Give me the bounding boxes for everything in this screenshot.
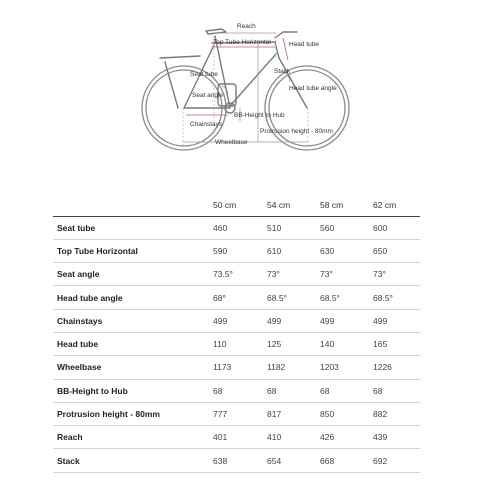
label-seat-angle: Seat angle (192, 92, 224, 99)
table-row (53, 332, 420, 355)
table-cell: 499 (373, 309, 420, 332)
label-top-tube: Top Tube Horizontal (213, 39, 271, 46)
table-cell: 410 (267, 426, 320, 449)
table-cell: 68.5° (373, 286, 420, 309)
table-cell: 777 (213, 402, 267, 425)
table-cell: 68 (213, 379, 267, 402)
table-cell: 68 (320, 379, 373, 402)
table-cell: 692 (373, 449, 420, 472)
table-cell: 590 (213, 239, 267, 262)
table-cell: 630 (320, 239, 373, 262)
table-cell: 1182 (267, 356, 320, 379)
table-cell: 499 (320, 309, 373, 332)
bike-geometry-svg (0, 0, 500, 160)
table-header-row (53, 194, 420, 216)
table-cell: 460 (213, 216, 267, 239)
row-label: Seat tube (53, 216, 213, 239)
row-label: Chainstays (53, 309, 213, 332)
table-row (53, 309, 420, 332)
header-size-50: 50 cm (213, 194, 267, 216)
table-cell: 654 (267, 449, 320, 472)
row-label: BB-Height to Hub (53, 379, 213, 402)
header-cell-blank (53, 194, 213, 216)
label-chainstays: Chainstays (190, 121, 223, 128)
table-cell: 401 (213, 426, 267, 449)
table-row (53, 263, 420, 286)
table-cell: 882 (373, 402, 420, 425)
table-cell: 73° (373, 263, 420, 286)
header-size-54: 54 cm (267, 194, 320, 216)
label-stack: Stack (274, 68, 291, 75)
row-label: Head tube (53, 332, 213, 355)
row-label: Head tube angle (53, 286, 213, 309)
table-cell: 668 (320, 449, 373, 472)
table-cell: 1226 (373, 356, 420, 379)
row-label: Protrusion height - 80mm (53, 402, 213, 425)
geometry-table (53, 194, 420, 473)
table-row (53, 216, 420, 239)
label-head-tube: Head tube (289, 41, 319, 48)
row-label: Wheelbase (53, 356, 213, 379)
header-size-58: 58 cm (320, 194, 373, 216)
table-row (53, 286, 420, 309)
table-cell: 165 (373, 332, 420, 355)
table-row (53, 449, 420, 472)
label-head-tube-angle: Head tube angle (289, 85, 337, 92)
table-cell: 125 (267, 332, 320, 355)
row-label: Seat angle (53, 263, 213, 286)
table-cell: 439 (373, 426, 420, 449)
table-cell: 499 (213, 309, 267, 332)
table-row (53, 426, 420, 449)
table-cell: 610 (267, 239, 320, 262)
label-reach: Reach (237, 23, 256, 30)
table-cell: 850 (320, 402, 373, 425)
table-cell: 68.5° (267, 286, 320, 309)
label-bb-height: BB-Height to Hub (234, 112, 285, 119)
table-cell: 73° (267, 263, 320, 286)
table-cell: 140 (320, 332, 373, 355)
table-cell: 560 (320, 216, 373, 239)
row-label: Reach (53, 426, 213, 449)
table-cell: 68 (373, 379, 420, 402)
table-row (53, 239, 420, 262)
label-wheelbase: Wheelbase (215, 139, 248, 146)
table-cell: 499 (267, 309, 320, 332)
header-size-62: 62 cm (373, 194, 420, 216)
row-label: Stack (53, 449, 213, 472)
bike-geometry-diagram (0, 0, 500, 160)
table-cell: 510 (267, 216, 320, 239)
table-row (53, 379, 420, 402)
row-label: Top Tube Horizontal (53, 239, 213, 262)
table-cell: 68.5° (320, 286, 373, 309)
table-cell: 638 (213, 449, 267, 472)
table-row (53, 356, 420, 379)
table-body (53, 216, 420, 472)
table-cell: 817 (267, 402, 320, 425)
table-cell: 73.5° (213, 263, 267, 286)
label-seat-tube: Seat tube (190, 71, 218, 78)
label-protrusion: Protrusion height - 80mm (260, 128, 333, 135)
table-cell: 73° (320, 263, 373, 286)
table-cell: 68° (213, 286, 267, 309)
table-cell: 600 (373, 216, 420, 239)
table-row (53, 402, 420, 425)
table-cell: 110 (213, 332, 267, 355)
table-cell: 650 (373, 239, 420, 262)
table-cell: 1173 (213, 356, 267, 379)
table-cell: 1203 (320, 356, 373, 379)
table-cell: 68 (267, 379, 320, 402)
table-cell: 426 (320, 426, 373, 449)
